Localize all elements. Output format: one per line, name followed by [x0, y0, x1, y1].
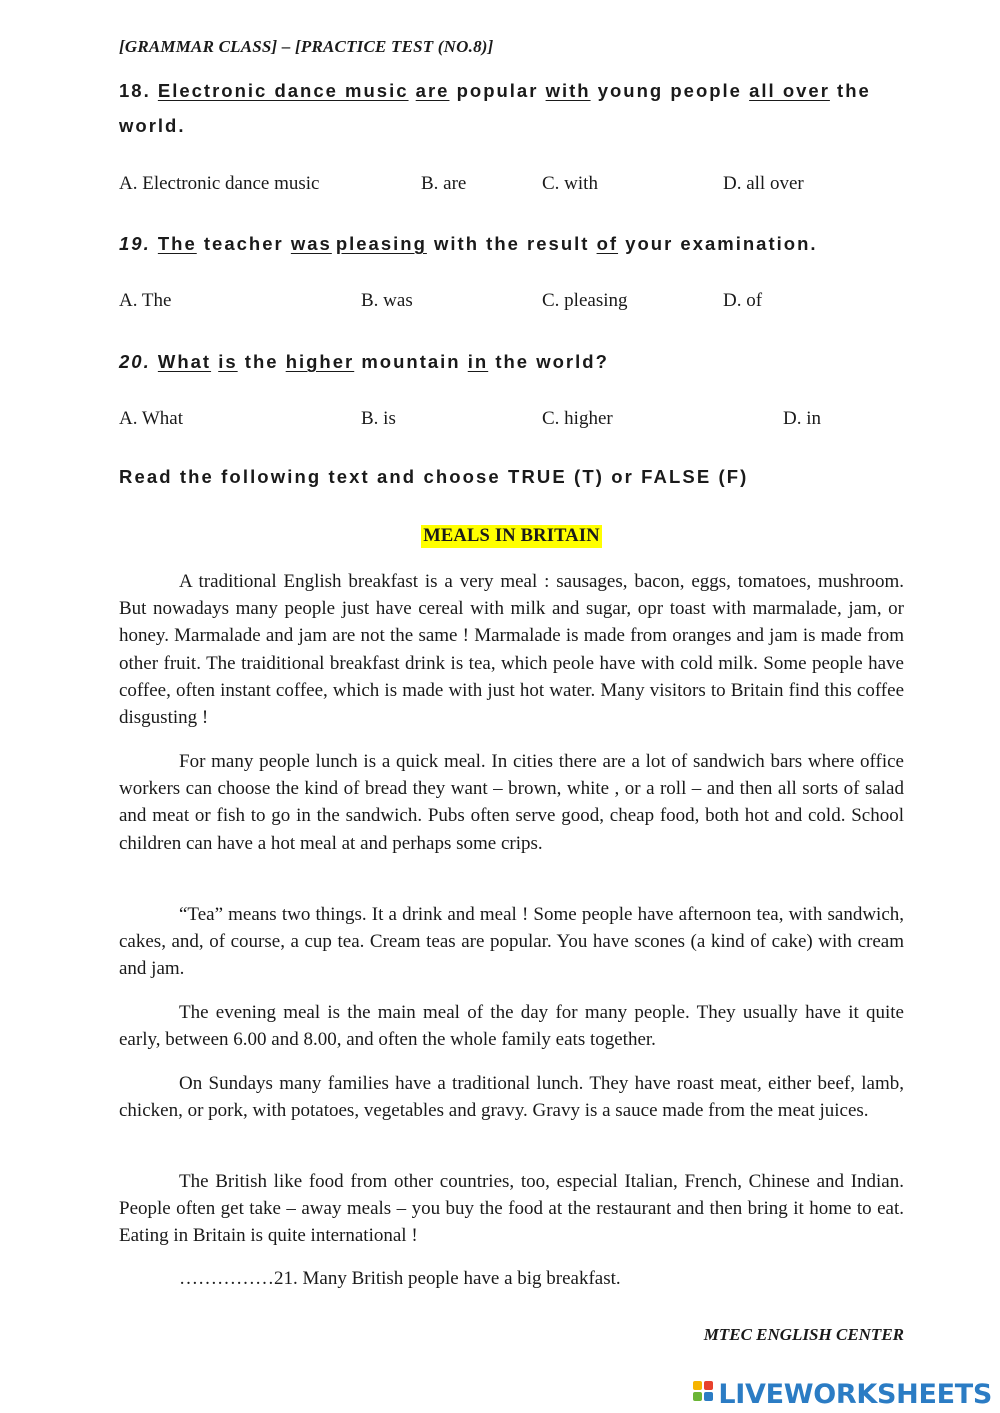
option-a[interactable]: A. What — [119, 408, 184, 429]
option-b[interactable]: B. is — [361, 408, 396, 429]
liveworksheets-wordmark: LIVEWORKSHEETS — [718, 1378, 992, 1410]
reading-paragraph-5: On Sundays many families have a traditional lunch. They have roast meat, either beef, lamb, chicken, or pork, with potatoes, vegetables and gravy. Gravy is a sauce made from the meat juices. — [119, 1073, 904, 1122]
liveworksheets-brand[interactable] — [693, 1377, 992, 1411]
option-a[interactable]: A. Electronic dance music — [119, 173, 320, 194]
question-20: 20. What is the higher mountain in the world? — [119, 351, 609, 372]
section-instruction: Read the following text and choose TRUE (T) or FALSE (F) — [119, 466, 749, 487]
reading-paragraph-3: “Tea” means two things. It a drink and meal ! Some people have afternoon tea, with sandwich, cakes, and, of course, a cup tea. Cream teas are popular. You have scones (a kind of cake) with cream and jam. — [119, 904, 904, 980]
question-number: 19. — [119, 233, 151, 254]
question-18-options — [119, 173, 904, 199]
underlined-part-a: Electronic dance music — [157, 80, 409, 101]
option-c[interactable]: C. with — [542, 173, 598, 194]
question-21-statement: 21. Many British people have a big breakfast. — [274, 1268, 621, 1289]
underlined-part-c: higher — [285, 351, 355, 372]
footer-center-name: MTEC ENGLISH CENTER — [703, 1325, 904, 1344]
worksheet-header: [GRAMMAR CLASS] – [PRACTICE TEST (NO.8)] — [119, 37, 494, 56]
underlined-part-c: pleasing — [335, 233, 427, 254]
underlined-part-b: was — [290, 233, 332, 254]
liveworksheets-logo-icon — [693, 1381, 715, 1407]
reading-paragraph-2: For many people lunch is a quick meal. In cities there are a lot of sandwich bars where office workers can choose the kind of bread they want – brown, white , or a roll – and then all sorts of salad and meat or fish to go in the sandwich. Pubs often serve good, cheap food, both hot and cold. School children can have a hot meal at and perhaps some crips. — [119, 751, 904, 854]
underlined-part-d: of — [596, 233, 619, 254]
option-c[interactable]: C. higher — [542, 408, 613, 429]
underlined-part-a: The — [157, 233, 197, 254]
question-19: 19. The teacher was pleasing with the result of your examination. — [119, 233, 818, 254]
question-19-options — [119, 290, 904, 316]
question-number: 20. — [119, 351, 151, 372]
answer-blank[interactable]: …………… — [179, 1268, 274, 1289]
question-21 — [179, 1268, 621, 1290]
option-d[interactable]: D. in — [783, 408, 821, 429]
reading-paragraph-4: The evening meal is the main meal of the day for many people. They usually have it quite early, between 6.00 and 8.00, and often the whole family eats together. — [119, 1002, 904, 1051]
reading-paragraph-6: The British like food from other countries, too, especial Italian, French, Chinese and Indian. People often get take – away meals – you buy the food at the restaurant and then bring it home to eat. Eating in Britain is quite international ! — [119, 1171, 904, 1247]
underlined-part-d: all over — [749, 80, 830, 101]
option-b[interactable]: B. was — [361, 290, 413, 311]
option-c[interactable]: C. pleasing — [542, 290, 628, 311]
underlined-part-d: in — [467, 351, 489, 372]
option-d[interactable]: D. all over — [723, 173, 804, 194]
question-number: 18. — [119, 80, 151, 101]
reading-paragraph-1: A traditional English breakfast is a very meal : sausages, bacon, eggs, tomatoes, mushroom. But nowadays many people just have cereal with milk and sugar, opr toast with marmalade, jam, or honey. Marmalade and jam are not the same ! Marmalade is made from oranges and jam is made from other fruit. The traiditional breakfast drink is tea, which peole have with cold milk. Some people have coffee, often instant coffee, which is made with just hot water. Many visitors to Britain find this coffee disgusting ! — [119, 571, 904, 729]
underlined-part-b: are — [415, 80, 450, 101]
option-b[interactable]: B. are — [421, 173, 467, 194]
question-18: 18. Electronic dance music are popular with young people all over the world. — [119, 80, 871, 136]
option-a[interactable]: A. The — [119, 290, 172, 311]
underlined-part-b: is — [218, 351, 238, 372]
option-d[interactable]: D. of — [723, 290, 763, 311]
reading-title: MEALS IN BRITAIN — [423, 526, 600, 546]
underlined-part-a: What — [157, 351, 212, 372]
underlined-part-c: with — [545, 80, 591, 101]
question-20-options — [119, 408, 904, 434]
